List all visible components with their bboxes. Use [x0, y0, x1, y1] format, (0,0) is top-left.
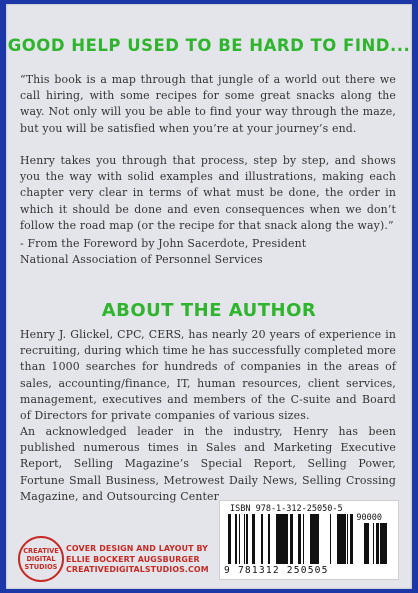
- foreword-attribution: [20, 236, 396, 268]
- foreword-quote-paragraph-1: “This book is a map through that jungle of a world out there we call hiring, with some recipes for some great snacks along the way. Not only will you be able to find your way through the maze, but you will be satisfied when you’re at your journey’s end.: [20, 73, 396, 135]
- attribution-line-1: - From the Foreword by John Sacerdote, President: [20, 237, 307, 250]
- publisher-logo: [18, 536, 64, 582]
- author-bio-paragraph-2: An acknowledged leader in the industry, Henry has been published numerous times in Sales and Marketing Executive Report, Selling Magazine’s Special Report, Selling Power, Fortune Small Business, Metrowest Daily News, Selling Crossing Magazine, and Outsourcing Center: [20, 425, 396, 503]
- about-author-heading: ABOUT THE AUTHOR: [101, 300, 317, 321]
- addon-barcode-bars: [357, 523, 393, 564]
- credits-line-3: CREATIVEDIGITALSTUDIOS.COM: [66, 565, 209, 574]
- credits-line-1: COVER DESIGN AND LAYOUT BY: [66, 544, 208, 553]
- foreword-quote-paragraph-2: Henry takes you through that process, step by step, and shows you the way with solid examples and illustrations, making each chapter very clear in terms of what must be done, the order in which it should be done and even consequences when we don’t follow the road map (or the recipe for that snack along the way).”: [20, 154, 396, 232]
- isbn-label: ISBN 978-1-312-25050-5: [230, 504, 343, 514]
- ean-digits: 9 781312 250505: [224, 565, 329, 576]
- back-cover-panel: [6, 4, 412, 589]
- ean-barcode-bars: [228, 514, 353, 564]
- credits-line-2: ELLIE BOCKERT AUGSBURGER: [66, 554, 200, 564]
- attribution-line-2: National Association of Personnel Services: [20, 253, 263, 267]
- publisher-logo-text: CREATIVE DIGITAL STUDIOS: [23, 547, 59, 571]
- top-headline: GOOD HELP USED TO BE HARD TO FIND...: [7, 36, 411, 55]
- author-bio-paragraph-1: Henry J. Glickel, CPC, CERS, has nearly 20 years of experience in recruiting, during which time he has successfully completed more than 1000 searches for hundreds of companies in the areas of sales, accounting/finance, IT, human resources, client services, management, executives and members of the C-suite and Board of Directors for private companies of various sizes.: [20, 328, 396, 423]
- price-code: 90000: [356, 513, 382, 523]
- isbn-barcode: [219, 500, 399, 580]
- design-credits: [66, 544, 226, 576]
